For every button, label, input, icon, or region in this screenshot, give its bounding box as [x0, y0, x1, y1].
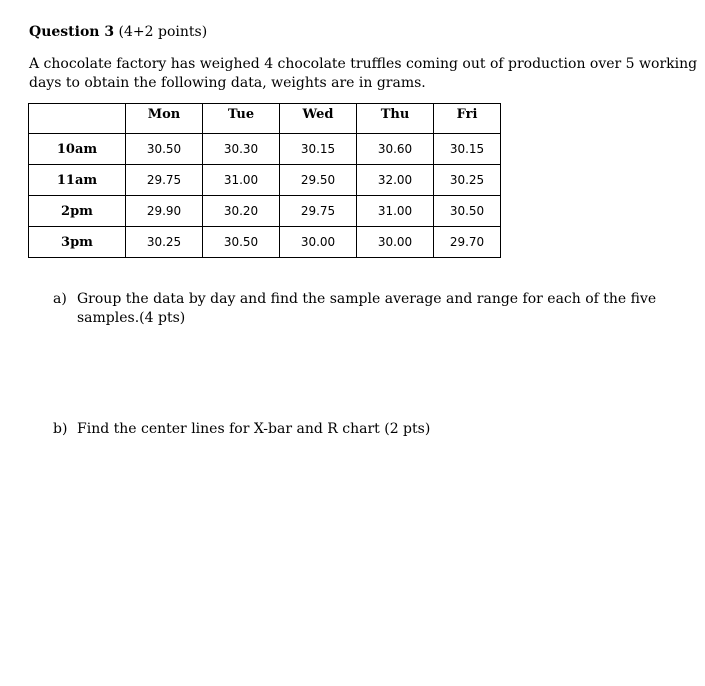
row-header-2pm: 2pm	[29, 196, 126, 227]
header-corner-cell	[29, 104, 126, 134]
table-cell: 30.15	[434, 134, 501, 165]
row-header-10am: 10am	[29, 134, 126, 165]
table-cell: 30.50	[126, 134, 203, 165]
row-header-3pm: 3pm	[29, 227, 126, 258]
table-cell: 30.20	[203, 196, 280, 227]
table-cell: 29.90	[126, 196, 203, 227]
table-header-row	[29, 104, 501, 134]
table-cell: 32.00	[357, 165, 434, 196]
part-a-line-1: Group the data by day and find the sample average and range for each of the five	[77, 291, 657, 307]
problem-intro	[29, 55, 698, 93]
intro-line-1: A chocolate factory has weighed 4 chocolate truffles coming out of production over 5 working	[29, 56, 698, 72]
table-cell: 29.75	[126, 165, 203, 196]
table-row	[29, 165, 501, 196]
column-header-tue: Tue	[203, 104, 280, 134]
table-cell: 30.25	[434, 165, 501, 196]
table-cell: 31.00	[203, 165, 280, 196]
table-cell: 29.70	[434, 227, 501, 258]
table-cell: 30.00	[357, 227, 434, 258]
question-label: Question 3	[29, 24, 115, 40]
part-a-marker: a)	[53, 291, 67, 307]
column-header-fri: Fri	[434, 104, 501, 134]
question-points: (4+2 points)	[118, 24, 208, 40]
question-heading	[29, 24, 207, 40]
table-cell: 30.30	[203, 134, 280, 165]
table-row	[29, 196, 501, 227]
table-cell: 30.00	[280, 227, 357, 258]
table-cell: 29.50	[280, 165, 357, 196]
table-cell: 30.25	[126, 227, 203, 258]
row-header-11am: 11am	[29, 165, 126, 196]
intro-line-2: days to obtain the following data, weights are in grams.	[29, 75, 426, 91]
part-b-marker: b)	[53, 421, 68, 437]
weights-table	[28, 103, 501, 258]
table-cell: 29.75	[280, 196, 357, 227]
column-header-wed: Wed	[280, 104, 357, 134]
table-cell: 30.60	[357, 134, 434, 165]
table-row	[29, 134, 501, 165]
column-header-thu: Thu	[357, 104, 434, 134]
table-cell: 30.50	[203, 227, 280, 258]
table-cell: 31.00	[357, 196, 434, 227]
part-b	[53, 420, 653, 439]
column-header-mon: Mon	[126, 104, 203, 134]
table-cell: 30.15	[280, 134, 357, 165]
table-row	[29, 227, 501, 258]
part-a	[53, 290, 657, 328]
table-cell: 30.50	[434, 196, 501, 227]
part-a-line-2: samples.(4 pts)	[77, 310, 186, 326]
part-b-line-1: Find the center lines for X-bar and R chart (2 pts)	[77, 421, 431, 437]
